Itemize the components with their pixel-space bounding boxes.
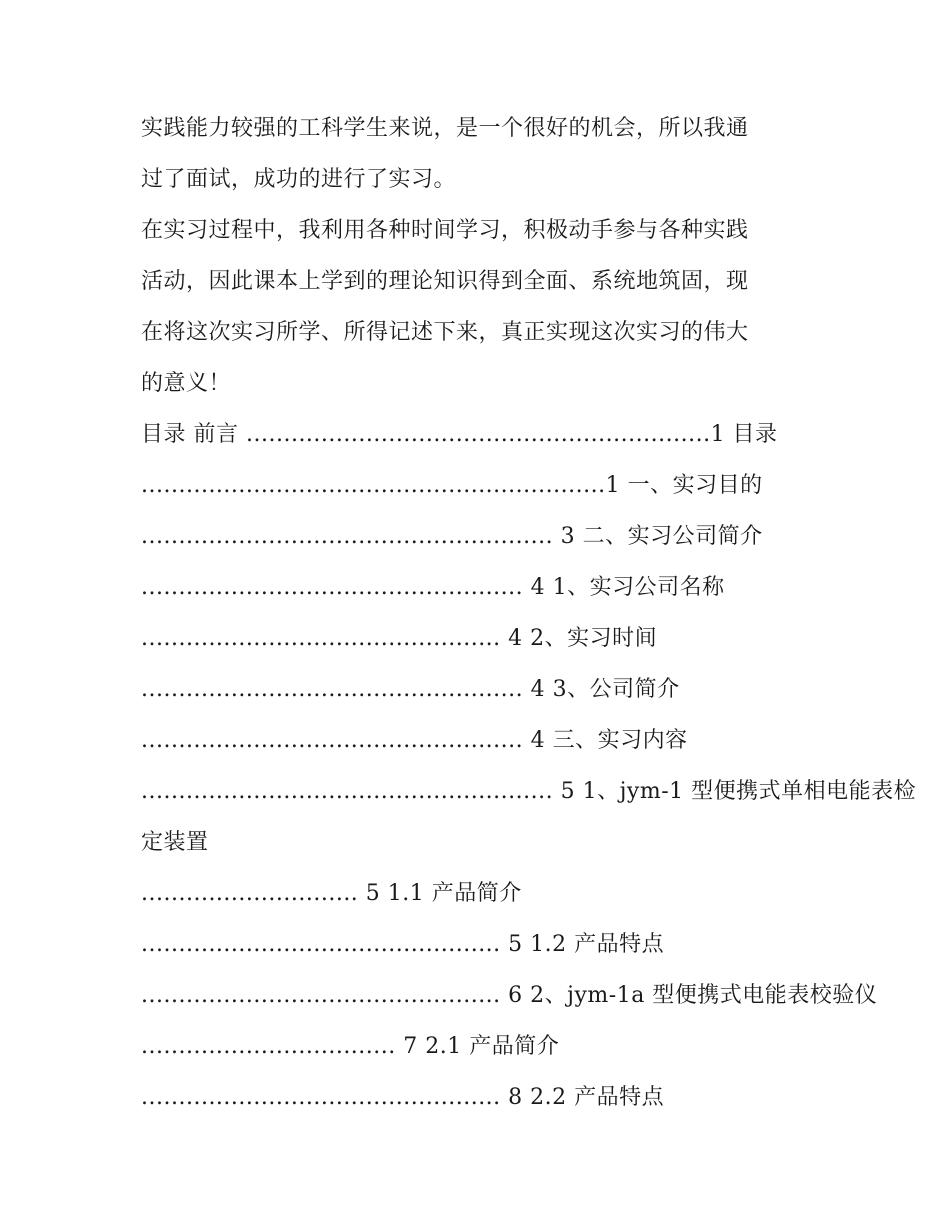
toc-line: ................................................... 4 3、公司简介 — [141, 677, 680, 702]
toc-line: ..............................................................1 一、实习目的 — [141, 473, 763, 498]
toc-line: 定装置 — [141, 830, 209, 855]
paragraph-line: 的意义！ — [141, 371, 232, 396]
toc-line: ....................................................... 3 二、实习公司简介 — [141, 524, 763, 549]
toc-line: ................................................... 4 1、实习公司名称 — [141, 575, 725, 600]
toc-line: ................................................ 6 2、jym-1a 型便携式电能表校验仪 — [141, 983, 878, 1008]
paragraph-line: 活动，因此课本上学到的理论知识得到全面、系统地筑固，现 — [141, 269, 749, 294]
paragraph-line: 在将这次实习所学、所得记述下来，真正实现这次实习的伟大 — [141, 320, 749, 345]
toc-line: 目录 前言 ..............................................................1 目录 — [141, 422, 778, 447]
toc-line: ................................................... 4 三、实习内容 — [141, 728, 688, 753]
paragraph-line: 实践能力较强的工科学生来说，是一个很好的机会，所以我通 — [141, 116, 749, 141]
toc-line: ....................................................... 5 1、jym-1 型便携式单相电能表检 — [141, 779, 917, 804]
toc-line: ................................................ 5 1.2 产品特点 — [141, 932, 665, 957]
document-body — [141, 103, 917, 1123]
toc-line: ................................................ 8 2.2 产品特点 — [141, 1085, 665, 1110]
toc-line: ................................................ 4 2、实习时间 — [141, 626, 658, 651]
paragraph-line: 过了面试，成功的进行了实习。 — [141, 167, 457, 192]
toc-line: ............................. 5 1.1 产品简介 — [141, 881, 522, 906]
paragraph-line: 在实习过程中，我利用各种时间学习，积极动手参与各种实践 — [141, 218, 749, 243]
toc-line: .................................. 7 2.1 产品简介 — [141, 1034, 560, 1059]
